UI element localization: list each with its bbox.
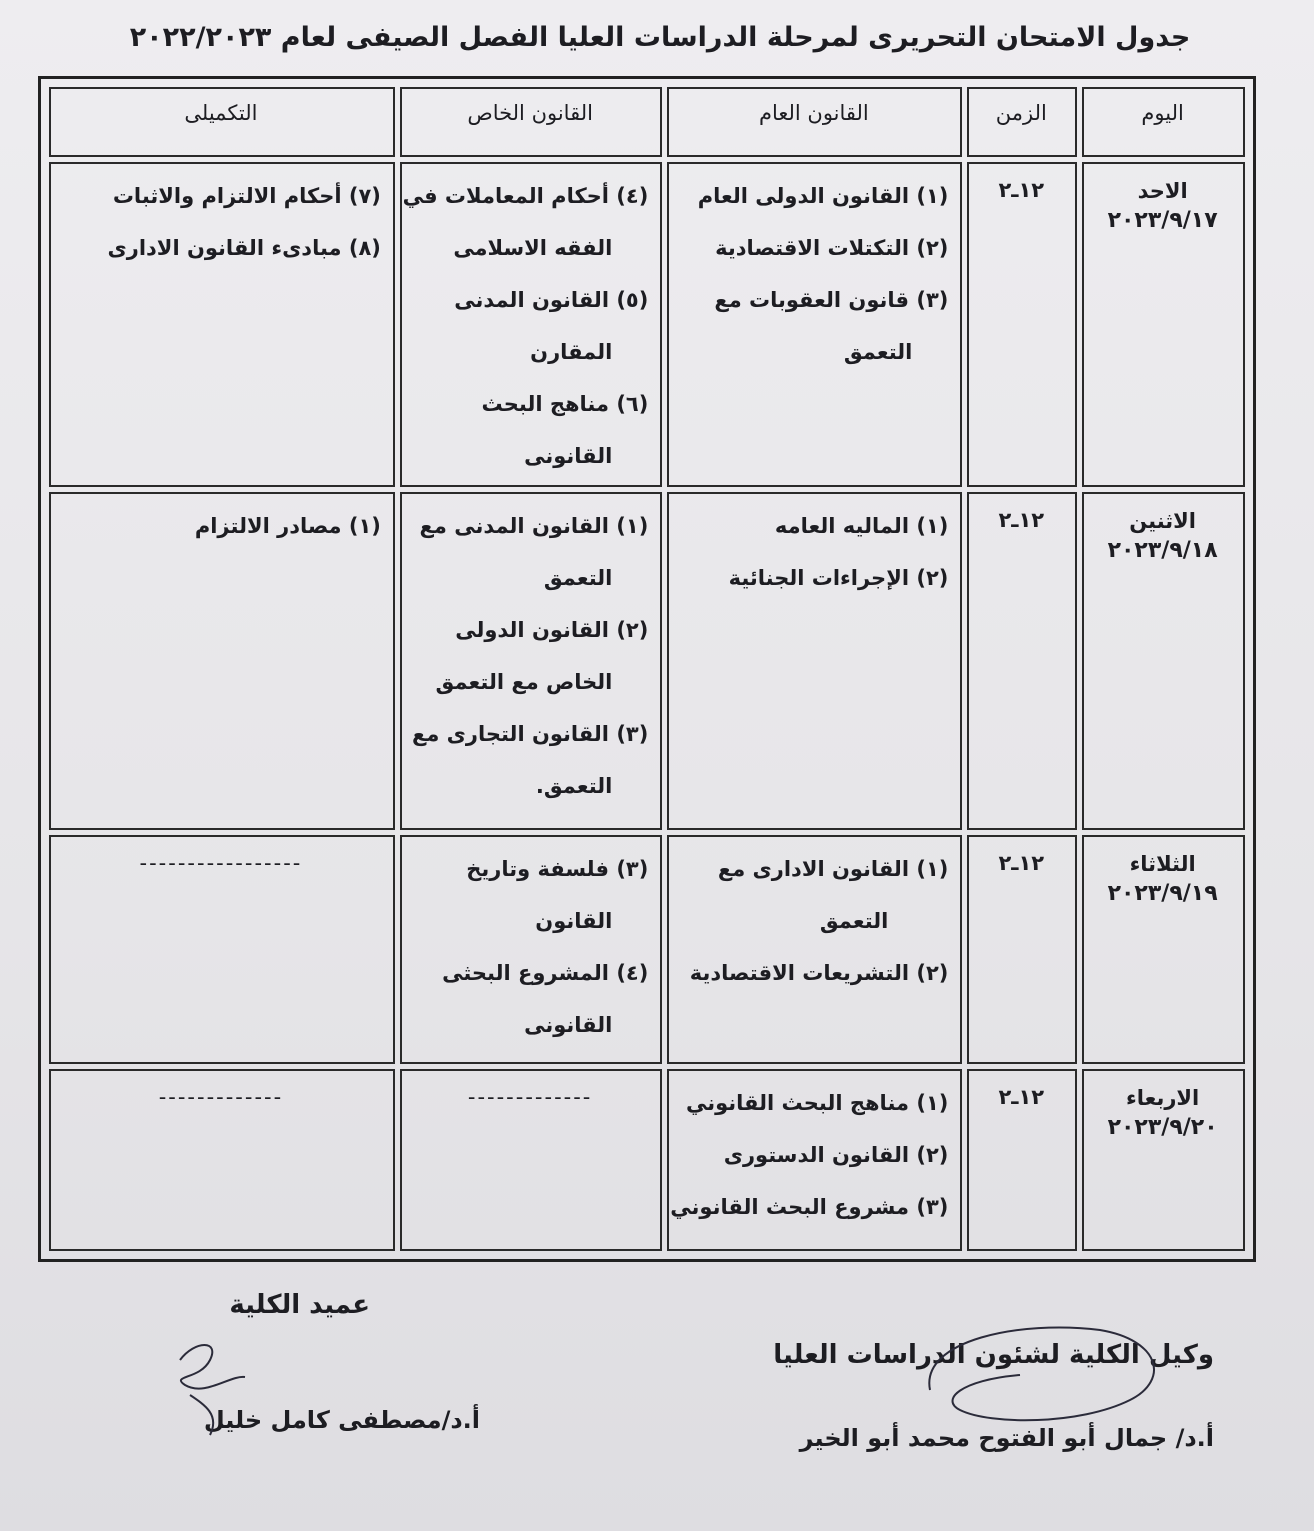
- empty-placeholder: -------------: [158, 1085, 284, 1110]
- complementary-cell: [49, 835, 395, 1065]
- public-law-cell: [667, 1069, 962, 1251]
- empty-placeholder: -----------------: [139, 850, 303, 875]
- complementary-cell: [49, 1069, 395, 1251]
- table-row: [49, 1069, 1245, 1251]
- subject-item: التعمق.: [535, 773, 613, 798]
- subject-item: (١) القانون المدنى مع: [419, 513, 649, 538]
- subject-item: (٨) مبادىء القانون الادارى: [107, 236, 381, 260]
- complementary-cell: [49, 492, 395, 830]
- private-law-cell: [400, 162, 662, 487]
- exam-time: ١٢ـ٢: [998, 1085, 1045, 1110]
- subject-item: (٣) مشروع البحث القانوني: [670, 1195, 949, 1220]
- subject-item: (١) الماليه العامه: [774, 513, 949, 538]
- day-date: ٢٠٢٣/٩/١٩: [1107, 880, 1218, 906]
- header-day: اليوم: [1082, 87, 1245, 157]
- day-date: ٢٠٢٣/٩/١٧: [1107, 208, 1218, 233]
- subject-item: (٣) فلسفة وتاريخ: [466, 856, 649, 881]
- subject-item: الخاص مع التعمق: [435, 669, 613, 694]
- dean-title: عميد الكلية: [229, 1290, 370, 1320]
- subject-item: القانونى: [524, 444, 613, 468]
- subject-item: (٤) المشروع البحثى: [442, 960, 649, 985]
- exam-time: ١٢ـ٢: [998, 850, 1045, 875]
- table-row: [49, 162, 1245, 487]
- subject-item: التعمق: [543, 565, 613, 590]
- subject-item: (٢) التشريعات الاقتصادية: [689, 960, 949, 985]
- subject-item: التعمق: [843, 340, 913, 364]
- day-cell: [1082, 1069, 1245, 1251]
- vice-dean-name: أ.د/ جمال أبو الفتوح محمد أبو الخير: [799, 1424, 1214, 1452]
- time-cell: [967, 835, 1077, 1065]
- subject-item: (٤) أحكام المعاملات في: [402, 184, 649, 208]
- subject-item: القانونى: [524, 1012, 613, 1037]
- private-law-cell: [400, 1069, 662, 1251]
- header-private-law: القانون الخاص: [400, 87, 662, 157]
- day-name: الاربعاء: [1125, 1086, 1200, 1111]
- subject-item: (٢) التكتلات الاقتصادية: [715, 236, 949, 260]
- subject-item: (٣) القانون التجارى مع: [411, 721, 649, 746]
- dean-name: أ.د/مصطفى كامل خليل: [203, 1406, 480, 1434]
- header-public-law: القانون العام: [667, 87, 962, 157]
- subject-item: (٢) القانون الدولى: [455, 617, 649, 642]
- subject-item: (٥) القانون المدنى: [454, 288, 649, 312]
- subject-item: (٧) أحكام الالتزام والاثبات: [112, 184, 381, 208]
- subject-item: المقارن: [530, 340, 613, 364]
- public-law-cell: [667, 162, 962, 487]
- day-cell: [1082, 835, 1245, 1065]
- day-name: الاحد: [1137, 179, 1188, 203]
- subject-item: التعمق: [819, 908, 889, 933]
- subject-item: (١) القانون الادارى مع: [717, 856, 949, 881]
- private-law-cell: [400, 835, 662, 1065]
- day-date: ٢٠٢٣/٩/١٨: [1107, 537, 1218, 563]
- time-cell: [967, 492, 1077, 830]
- subject-item: القانون: [535, 908, 613, 933]
- time-cell: [967, 1069, 1077, 1251]
- day-cell: [1082, 162, 1245, 487]
- header-time: الزمن: [967, 87, 1077, 157]
- subject-item: (٢) الإجراءات الجنائية: [728, 565, 949, 590]
- header-complementary: التكميلى: [49, 87, 395, 157]
- subject-item: (١) القانون الدولى العام: [697, 184, 949, 208]
- complementary-cell: [49, 162, 395, 487]
- time-cell: [967, 162, 1077, 487]
- exam-time: ١٢ـ٢: [998, 507, 1045, 532]
- subject-item: (٣) قانون العقوبات مع: [714, 288, 949, 312]
- exam-time: ١٢ـ٢: [998, 178, 1045, 202]
- day-date: ٢٠٢٣/٩/٢٠: [1107, 1115, 1218, 1141]
- subject-item: (٦) مناهج البحث: [481, 392, 649, 416]
- day-name: الثلاثاء: [1129, 851, 1196, 876]
- subject-item: (١) مصادر الالتزام: [194, 513, 381, 538]
- exam-schedule-table: [44, 82, 1250, 1256]
- public-law-cell: [667, 492, 962, 830]
- subject-item: (٢) القانون الدستورى: [723, 1143, 949, 1168]
- subject-item: الفقه الاسلامى: [453, 236, 613, 260]
- private-law-cell: [400, 492, 662, 830]
- subject-item: (١) مناهج البحث القانوني: [685, 1091, 949, 1116]
- vice-dean-title: وكيل الكلية لشئون الدراسات العليا: [773, 1340, 1214, 1370]
- public-law-cell: [667, 835, 962, 1065]
- dean-handwritten-signature: [150, 1325, 270, 1445]
- day-cell: [1082, 492, 1245, 830]
- table-row: [49, 835, 1245, 1065]
- page-title: جدول الامتحان التحريرى لمرحلة الدراسات العليا الفصل الصيفى لعام ٢٠٢٢/٢٠٢٣: [129, 22, 1191, 53]
- day-name: الاثنين: [1129, 508, 1196, 533]
- empty-placeholder: -------------: [467, 1085, 593, 1110]
- table-row: [49, 492, 1245, 830]
- vice-dean-handwritten-signature: [900, 1300, 1200, 1450]
